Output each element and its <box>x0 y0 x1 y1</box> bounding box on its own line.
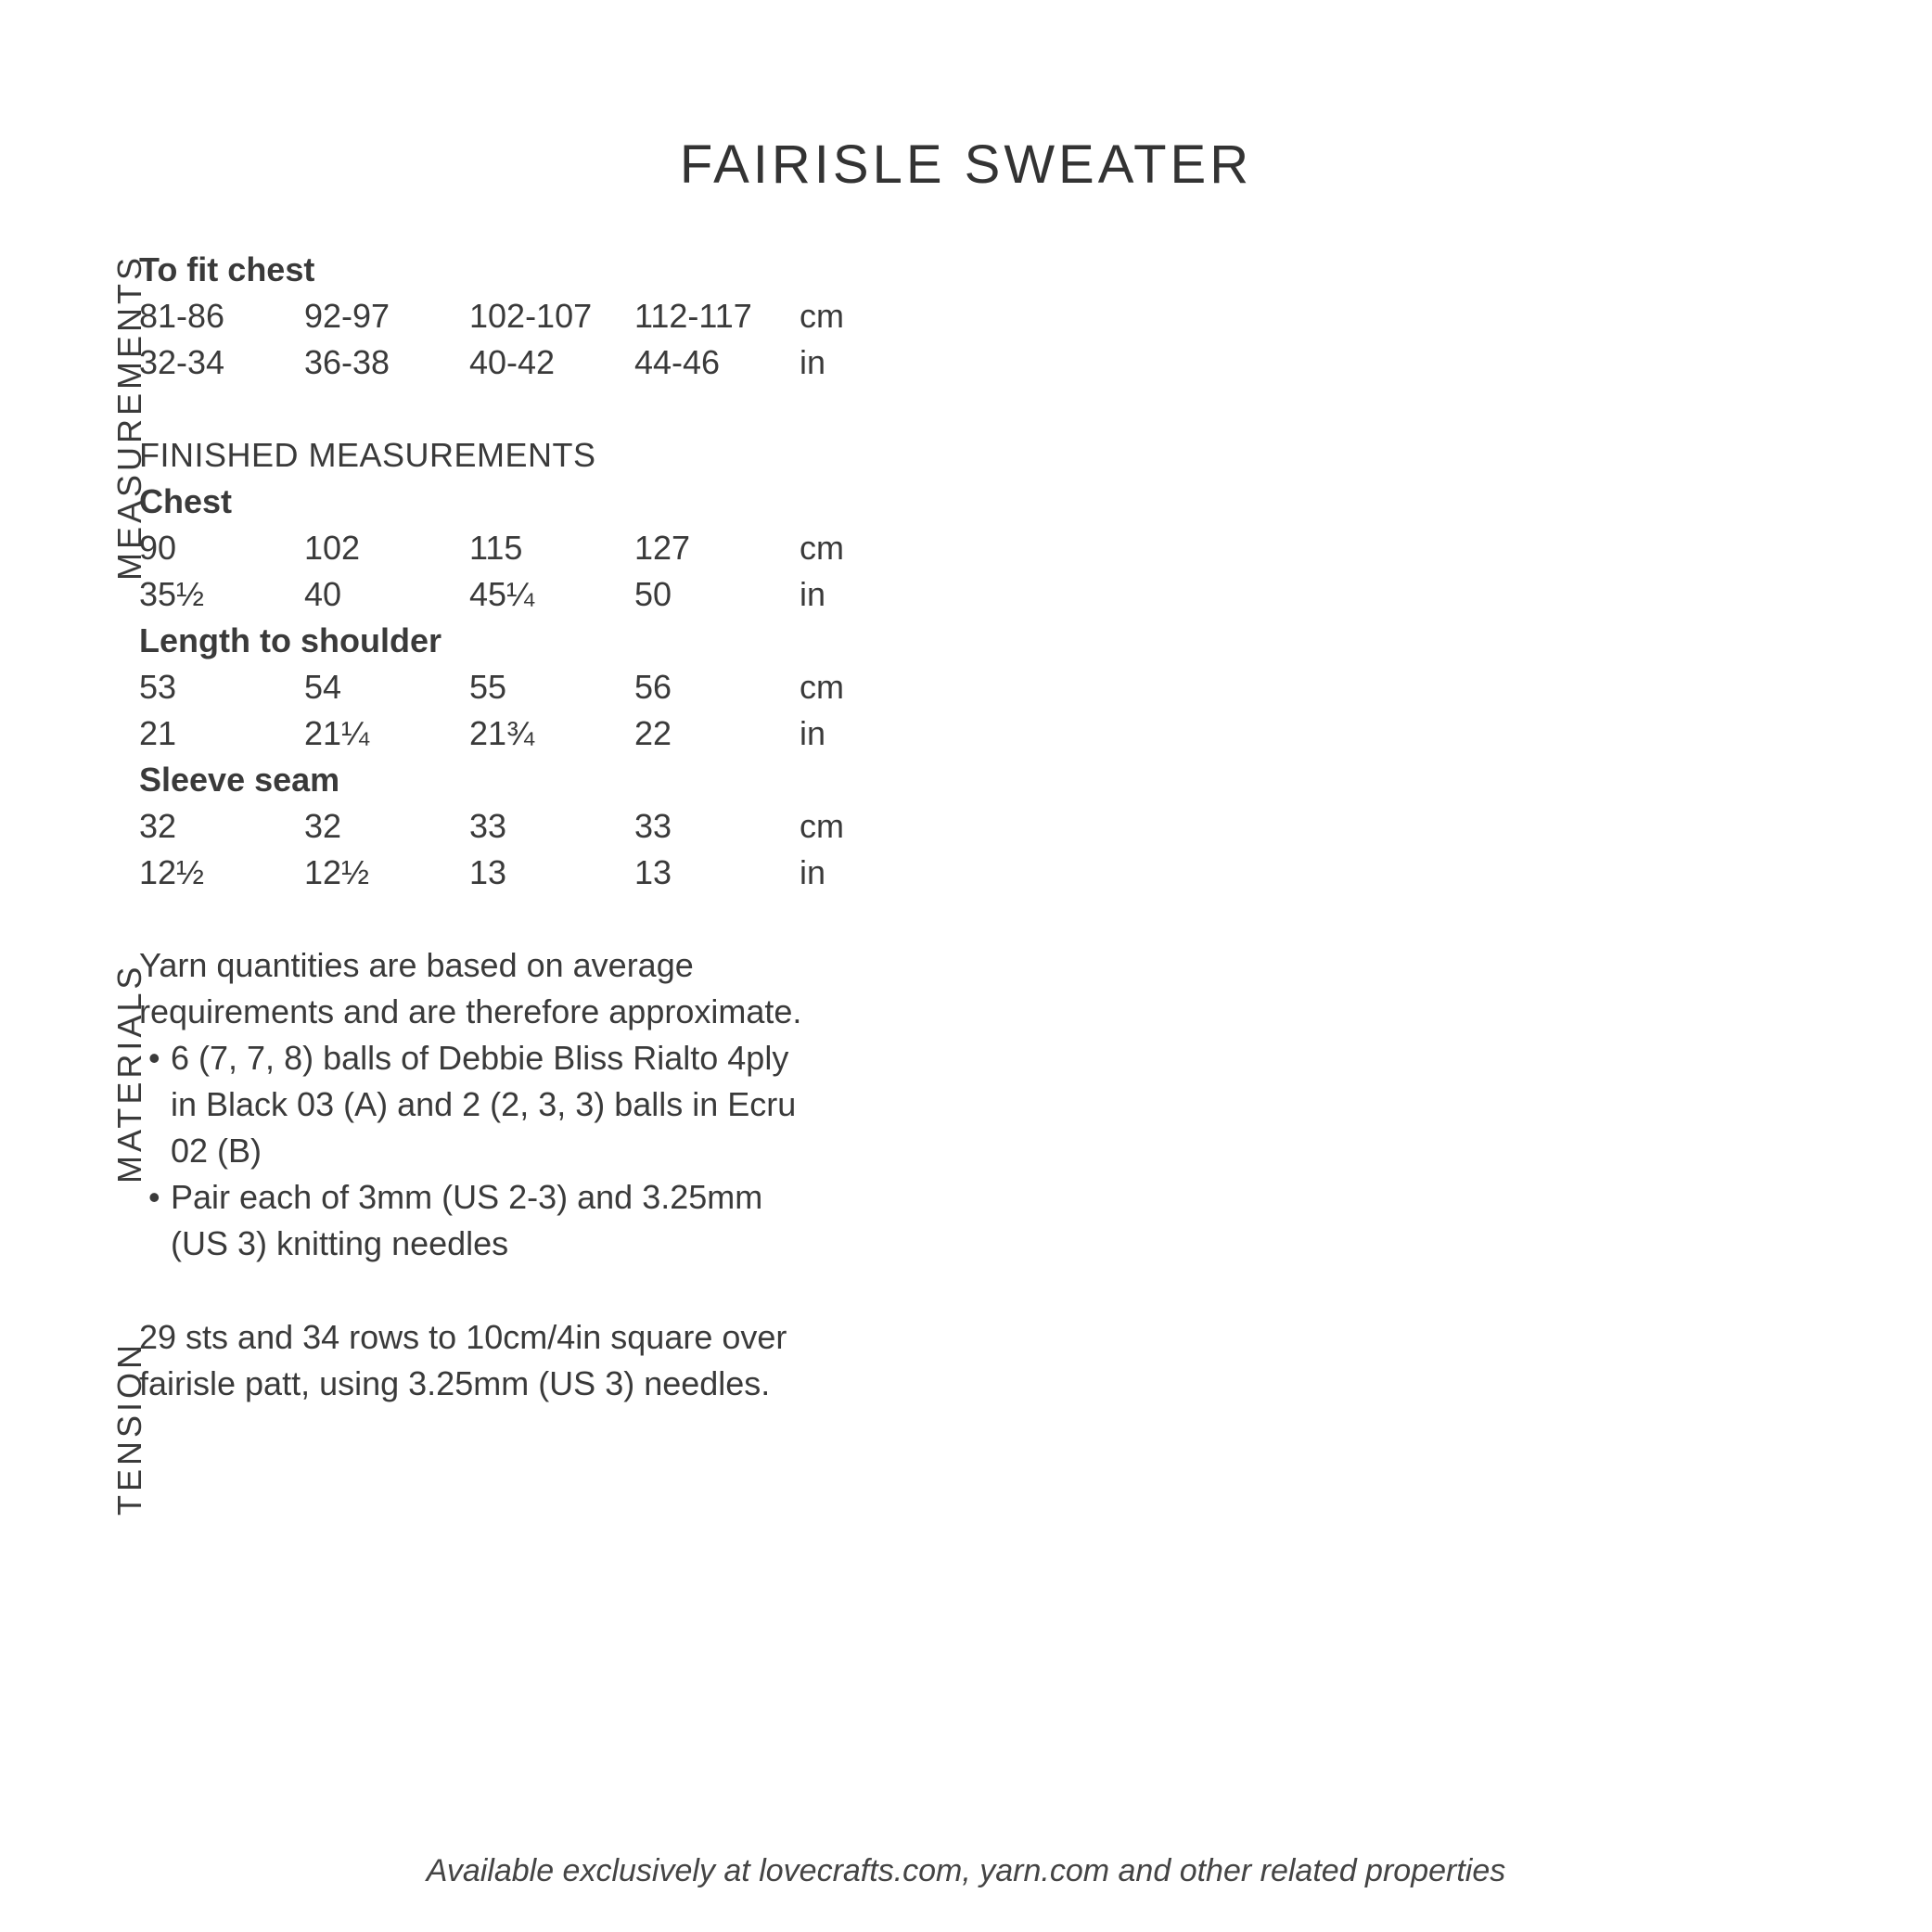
materials-intro-line: Yarn quantities are based on average <box>139 946 694 984</box>
list-item <box>139 1035 801 1174</box>
unit-cell: in <box>800 343 826 381</box>
chest-heading: Chest <box>139 482 233 520</box>
size-cell: 33 <box>634 807 672 845</box>
footer-note: Available exclusively at lovecrafts.com, yarn.com and other related properties <box>426 1853 1506 1888</box>
size-cell: 44-46 <box>634 343 721 381</box>
list-item-line: 6 (7, 7, 8) balls of Debbie Bliss Rialto 4ply <box>171 1039 789 1077</box>
size-cell: 13 <box>634 853 672 891</box>
page-title: FAIRISLE SWEATER <box>679 134 1253 195</box>
size-cell: 40 <box>304 575 342 613</box>
size-cell: 13 <box>469 853 507 891</box>
size-cell: 36-38 <box>304 343 390 381</box>
size-cell: 115 <box>469 529 523 567</box>
materials-side-label: MATERIALS <box>110 963 148 1184</box>
tension-line: fairisle patt, using 3.25mm (US 3) needles. <box>139 1364 771 1402</box>
size-cell: 33 <box>469 807 507 845</box>
bullet-icon: • <box>148 1178 160 1216</box>
size-cell: 112-117 <box>634 297 752 335</box>
tension-line: 29 sts and 34 rows to 10cm/4in square over <box>139 1318 787 1356</box>
size-cell: 21¼ <box>304 714 370 752</box>
size-cell: 21¾ <box>469 714 535 752</box>
size-cell: 50 <box>634 575 672 613</box>
sleeve-heading: Sleeve seam <box>139 761 340 799</box>
table-row <box>139 339 965 386</box>
materials-section <box>139 942 801 1267</box>
size-cell: 53 <box>139 668 177 706</box>
measurements-section <box>139 247 965 896</box>
size-cell: 32 <box>139 807 177 845</box>
size-cell: 102 <box>304 529 361 567</box>
size-cell: 40-42 <box>469 343 556 381</box>
list-item <box>139 1174 801 1267</box>
unit-cell: cm <box>800 807 844 845</box>
unit-cell: in <box>800 853 826 891</box>
size-cell: 35½ <box>139 575 205 613</box>
unit-cell: cm <box>800 529 844 567</box>
unit-cell: cm <box>800 297 844 335</box>
size-cell: 32-34 <box>139 343 225 381</box>
table-row <box>139 571 965 618</box>
table-row <box>139 803 965 850</box>
size-cell: 56 <box>634 668 672 706</box>
size-cell: 55 <box>469 668 507 706</box>
tension-section <box>139 1314 787 1407</box>
unit-cell: in <box>800 714 826 752</box>
table-row <box>139 664 965 710</box>
size-cell: 12½ <box>304 853 370 891</box>
unit-cell: in <box>800 575 826 613</box>
size-cell: 21 <box>139 714 177 752</box>
list-item-line: (US 3) knitting needles <box>171 1224 509 1262</box>
size-cell: 12½ <box>139 853 205 891</box>
list-item-line: in Black 03 (A) and 2 (2, 3, 3) balls in Ecru <box>171 1085 797 1123</box>
to-fit-chest-heading: To fit chest <box>139 250 315 288</box>
list-item-line: Pair each of 3mm (US 2-3) and 3.25mm <box>171 1178 763 1216</box>
size-cell: 90 <box>139 529 177 567</box>
size-cell: 92-97 <box>304 297 390 335</box>
measurements-side-label: MEASUREMENTS <box>110 253 148 581</box>
size-cell: 127 <box>634 529 691 567</box>
size-cell: 22 <box>634 714 672 752</box>
size-cell: 45¼ <box>469 575 535 613</box>
materials-intro-line: requirements and are therefore approximate. <box>139 992 802 1030</box>
size-cell: 32 <box>304 807 342 845</box>
finished-measurements-heading: FINISHED MEASUREMENTS <box>139 436 596 474</box>
size-cell: 54 <box>304 668 342 706</box>
table-row <box>139 293 965 339</box>
bullet-icon: • <box>148 1039 160 1077</box>
table-row <box>139 525 965 571</box>
size-cell: 102-107 <box>469 297 593 335</box>
table-row <box>139 710 965 757</box>
unit-cell: cm <box>800 668 844 706</box>
table-row <box>139 850 965 896</box>
size-cell: 81-86 <box>139 297 225 335</box>
length-heading: Length to shoulder <box>139 621 441 659</box>
tension-side-label: TENSION <box>110 1340 148 1516</box>
list-item-line: 02 (B) <box>171 1132 262 1170</box>
